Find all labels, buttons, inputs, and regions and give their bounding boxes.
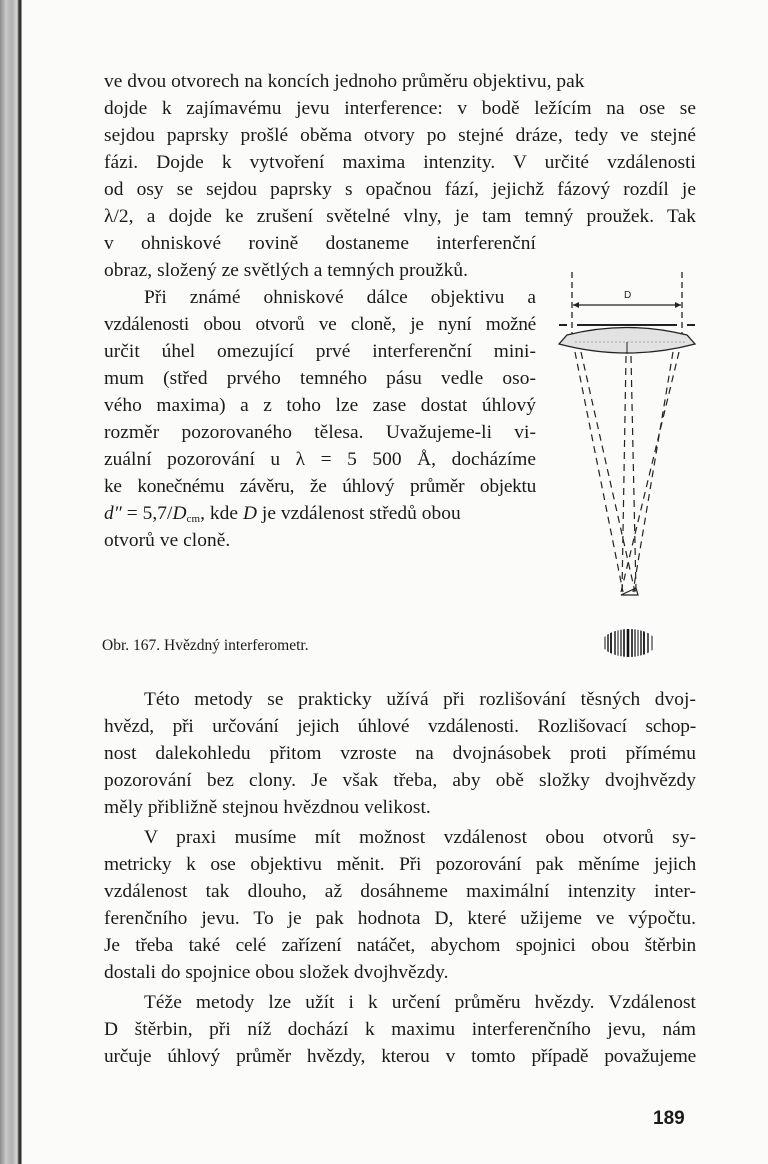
text-line: obraz, složený ze světlých a temných proužků. [104,260,469,281]
text-line: hvězd, při určování jejich úhlové vzdálenosti. Rozlišovací schop- [104,716,696,737]
line-text: ve dvou otvorech na koncích jednoho průměru objektivu, pak [104,71,585,92]
page-number: 189 [653,1108,685,1129]
text-line: určuje úhlový průměr hvězdy, kterou v tomto případě považujeme [104,1046,696,1067]
text-line: Při známé ohniskové dálce objektivu a [144,287,536,308]
formula-text: , kde [200,503,243,524]
book-spine-edge [0,0,22,1164]
text-line: fázi. Dojde k vytvoření maxima intenzity. V určité vzdálenosti [104,152,696,173]
formula-D-ref: D [242,503,257,524]
fringe-pattern [602,627,656,659]
text-line: od osy se sejdou paprsky s opačnou fází, jejichž fázový rozdíl je [104,179,696,200]
text-line: metricky k ose objektivu měnit. Při pozorování pak měníme jejich [104,854,696,875]
formula-subscript: cm [186,513,201,525]
text-line: rozměr pozorovaného tělesa. Uvažujeme-li vi- [104,422,536,443]
text-line [104,72,696,91]
formula-line [104,504,536,525]
text-line: ferenčního jevu. To je pak hodnota D, které užijeme ve výpočtu. [104,908,696,929]
text-line: měly přibližně stejnou hvězdnou velikost. [104,797,431,818]
text-line: pozorování bez clony. Je však třeba, aby obě složky dvojhvězdy [104,770,696,791]
text-line: dostali do spojnice obou složek dvojhvězdy. [104,962,449,983]
text-line: vzdálenost tak dlouho, až dosáhneme maximální intenzity inter- [104,881,696,902]
figure-caption: Obr. 167. Hvězdný interferometr. [102,637,309,654]
text-line: vého maxima) a z toho lze zase dostat úhlový [104,395,536,416]
formula-text-rest: je vzdálenost středů obou [257,503,461,524]
formula-d: d″ [104,503,122,524]
text-line: mum (střed prvého temného pásu vedle oso- [104,368,536,389]
text-line: V praxi musíme mít možnost vzdálenost obou otvorů sy- [144,827,696,848]
text-line: ke konečnému závěru, že úhlový průměr objektu [104,476,536,497]
dimension-label: D [624,290,632,301]
text-line: D štěrbin, při níž dochází k maximu interferenčního jevu, nám [104,1019,696,1040]
formula-D: D [172,503,187,524]
text-line: λ/2, a dojde ke zrušení světelné vlny, je tam temný proužek. Tak [104,206,696,227]
text-line: vzdálenosti obou otvorů ve cloně, je nyní možné [104,314,536,335]
text-line: zuální pozorování u λ = 5 500 Å, docházíme [104,449,536,470]
text-line: Této metody se prakticky užívá při rozlišování těsných dvoj- [144,689,696,710]
text-line: Téže metody lze užít i k určení průměru hvězdy. Vzdálenost [144,992,696,1013]
text-line: nost dalekohledu přitom vzroste na dvojnásobek proti přímému [104,743,696,764]
interferometer-diagram [545,262,715,672]
text-line: otvorů ve cloně. [104,530,231,551]
text-line: v ohniskové rovině dostaneme interferenční [104,233,536,254]
text-line: určit úhel omezující prvé interferenční mini- [104,341,536,362]
interferometer-figure [545,262,715,672]
formula-equals: = 5,7/ [121,503,173,524]
text-line: Je třeba také celé zařízení natáčet, abychom spojnici obou štěrbin [104,935,696,956]
text-line: sejdou paprsky prošlé oběma otvory po stejné dráze, tedy ve stejné [104,125,696,146]
text-line: dojde k zajímavému jevu interference: v bodě ležícím na ose se [104,98,696,119]
